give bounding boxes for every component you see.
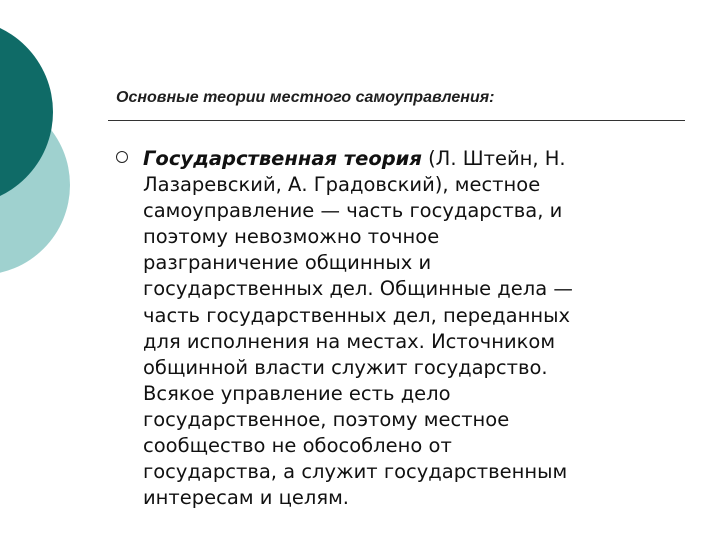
light-teal-circle [0, 95, 70, 275]
bullet-text [143, 146, 703, 511]
bullet-circle-icon [116, 151, 128, 163]
bullet-term: Государственная теория [143, 147, 422, 170]
slide-title: Основные теории местного самоуправления: [116, 89, 495, 106]
bullet-description: (Л. Штейн, Н. Лазаревский, А. Градовский), местное самоуправление — часть государства, и поэтому невозможно точное разграничение общинных и государственных дел. Общинные дела — часть государственных дел, переданных для исполнения на местах. Источником общинной власти служит государство. Всякое управление есть дело государственное, поэтому местное сообщество не обособлено от государства, а служит государственным интересам и целям. [143, 147, 573, 510]
dark-teal-circle [0, 19, 53, 205]
title-divider [108, 120, 685, 121]
